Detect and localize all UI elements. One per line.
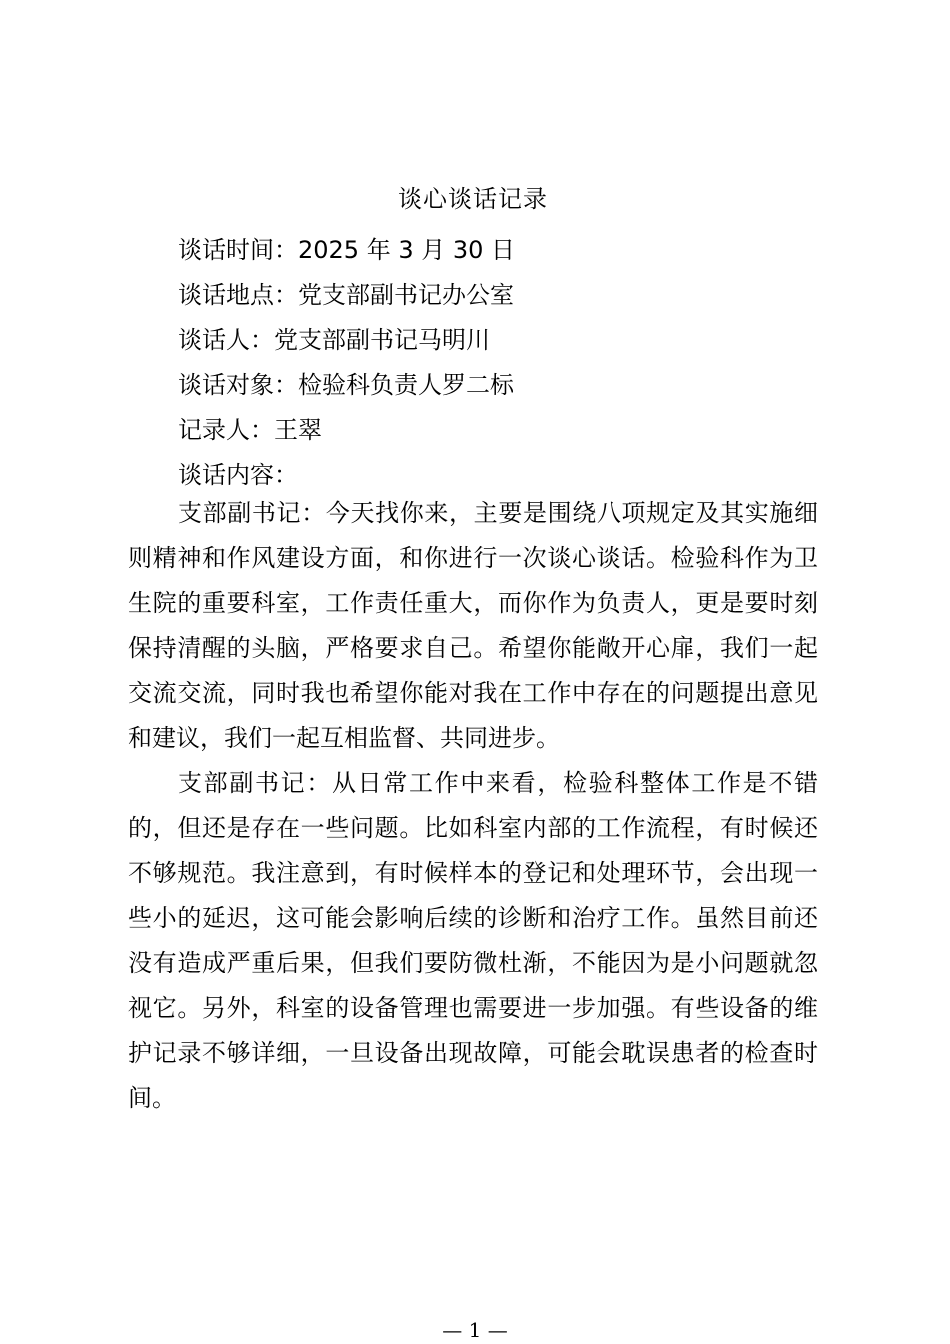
paragraph: 支部副书记：从日常工作中来看，检验科整体工作是不错的，但还是存在一些问题。比如科室内部的工作流程，有时候还不够规范。我注意到，有时候样本的登记和处理环节，会出现一些小的延迟，这可能会影响后续的诊断和治疗工作。虽然目前还没有造成严重后果，但我们要防微杜渐，不能因为是小问题就忽视它。另外，科室的设备管理也需要进一步加强。有些设备的维护记录不够详细，一旦设备出现故障，可能会耽误患者的检查时间。 <box>128 769 818 1112</box>
meta-block <box>128 228 818 498</box>
document-title: 谈心谈话记录 <box>398 185 548 213</box>
document-body <box>128 491 818 1121</box>
page-number: — 1 — <box>442 1318 508 1342</box>
paragraph: 支部副书记：今天找你来，主要是围绕八项规定及其实施细则精神和作风建设方面，和你进行一次谈心谈话。检验科作为卫生院的重要科室，工作责任重大，而你作为负责人，更是要时刻保持清醒的头脑，严格要求自己。希望你能敞开心扉，我们一起交流交流，同时我也希望你能对我在工作中存在的问题提出意见和建议，我们一起互相监督、共同进步。 <box>128 499 818 752</box>
meta-speaker: 谈话人：党支部副书记马明川 <box>178 326 490 354</box>
meta-subject: 谈话对象：检验科负责人罗二标 <box>178 371 514 399</box>
meta-place: 谈话地点：党支部副书记办公室 <box>178 281 514 309</box>
meta-recorder: 记录人：王翠 <box>178 416 322 444</box>
meta-time: 谈话时间：2025 年 3 月 30 日 <box>178 236 516 264</box>
meta-content-label: 谈话内容： <box>178 461 298 489</box>
